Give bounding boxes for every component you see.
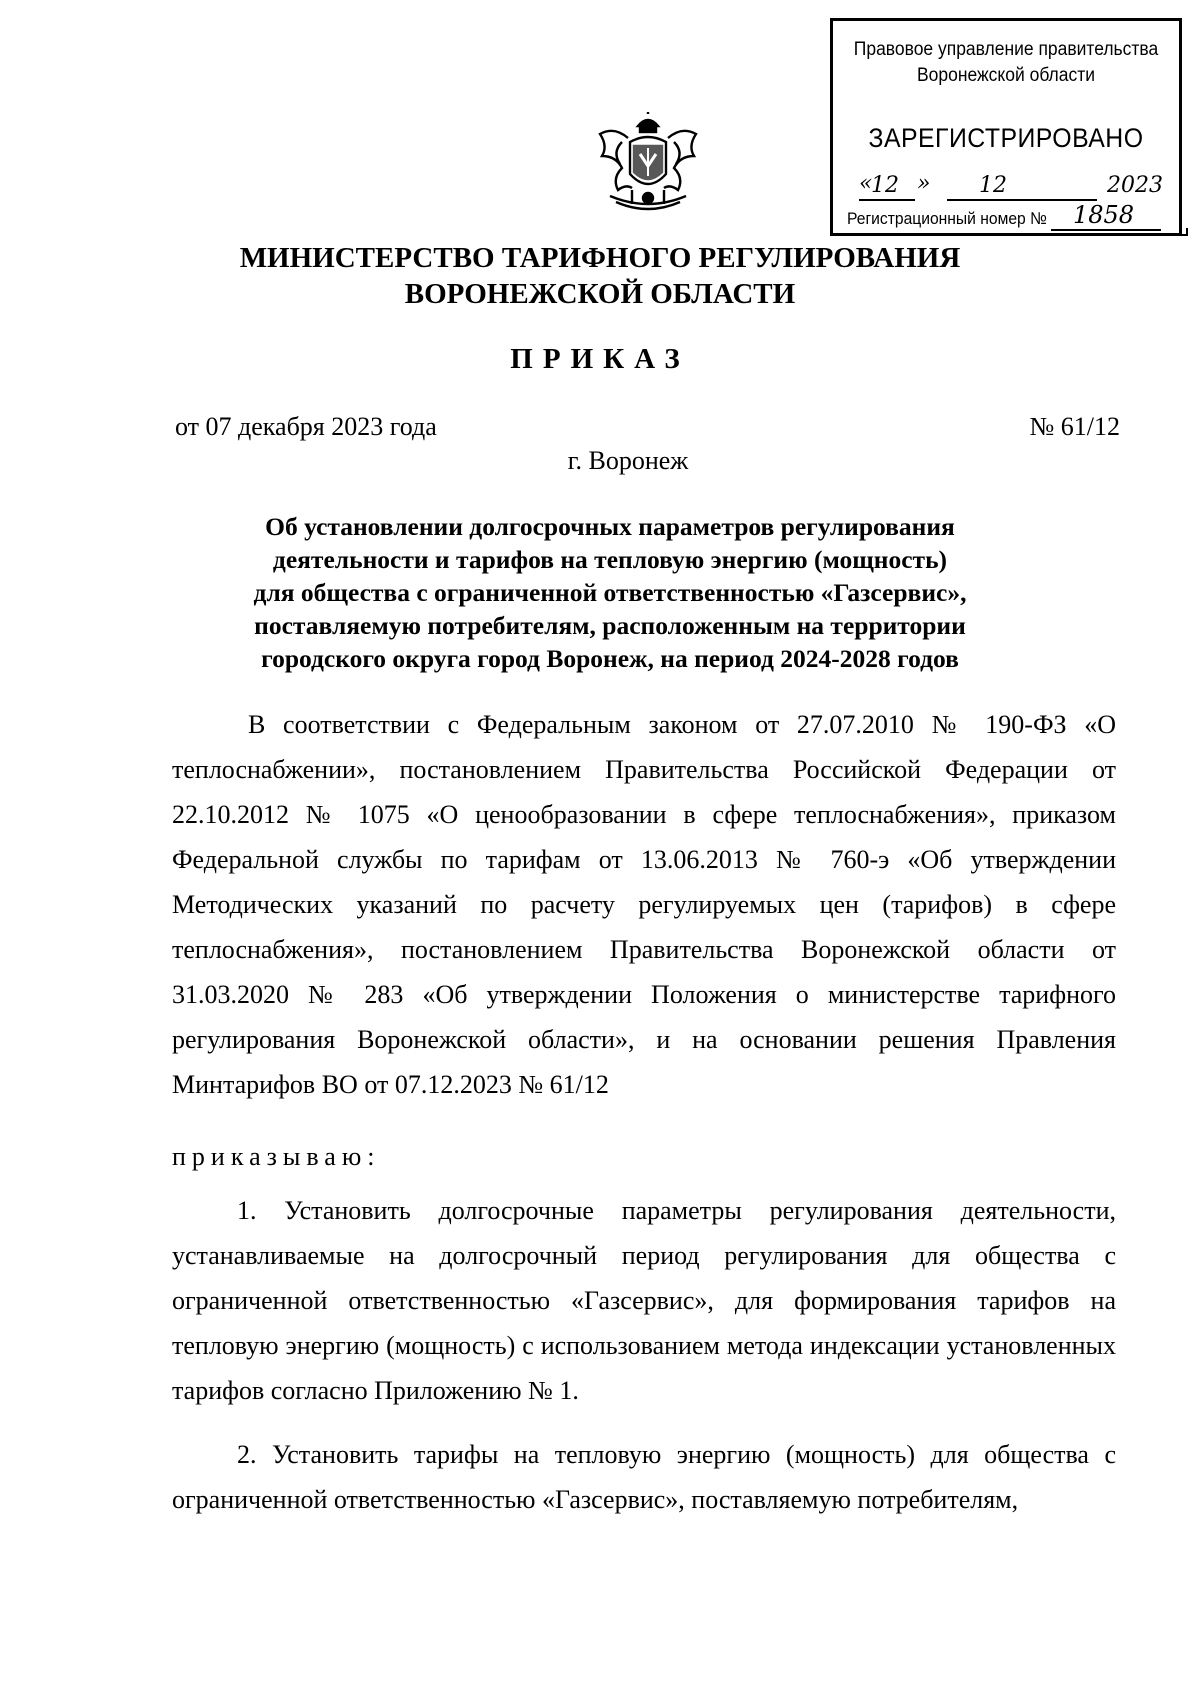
document-number: № 61/12	[1029, 412, 1120, 441]
document-city: г. Воронеж	[567, 446, 689, 475]
preamble-paragraph: В соответствии с Федеральным законом от 27.07.2010 № 190-ФЗ «О теплоснабжении», постановлением Правительства Российской Федерации от 22.10.2012 № 1075 «О ценообразовании в сфере теплоснабжения», приказом Федеральной службы по тарифам от 13.06.2013 № 760-э «Об утверждении Методических указаний по расчету регулируемых цен (тарифов) в сфере теплоснабжения», постановлением Правительства Воронежской области от 31.03.2020 № 283 «Об утверждении Положения о министерстве тарифного регулирования Воронежской области», и на основании решения Правления Минтарифов ВО от 07.12.2023 № 61/12	[172, 710, 1116, 1099]
document-subject	[210, 510, 1010, 675]
stamp-org-line: Правовое управление правительства	[853, 39, 1159, 60]
ministry-title-line: МИНИСТЕРСТВО ТАРИФНОГО РЕГУЛИРОВАНИЯ	[239, 242, 961, 274]
stamp-reg-number: 1858	[1073, 201, 1135, 229]
stamp-status: ЗАРЕГИСТРИРОВАНО	[868, 123, 1144, 153]
item-2-paragraph: 2. Установить тарифы на тепловую энергию (мощность) для общества с ограниченной ответственностью «Газсервис», поставляемую потребителям,	[172, 1440, 1116, 1514]
subject-line: для общества с ограниченной ответственностью «Газсервис»,	[253, 578, 967, 607]
subject-line: деятельности и тарифов на тепловую энергию (мощность)	[272, 545, 948, 574]
stamp-year: 2023	[1107, 173, 1163, 198]
stamp-organization	[847, 37, 1165, 89]
item-1-paragraph: 1. Установить долгосрочные параметры регулирования деятельности, устанавливаемые на долгосрочный период регулирования для общества с ограниченной ответственностью «Газсервис», для формирования тарифов на тепловую энергию (мощность) с использованием метода индексации установленных тарифов согласно Приложению № 1.	[172, 1196, 1116, 1405]
coat-of-arms-icon	[592, 112, 704, 216]
registration-stamp	[830, 18, 1182, 236]
subject-line: Об установлении долгосрочных параметров регулирования	[265, 512, 955, 541]
subject-line: городского округа город Воронеж, на период 2024-2028 годов	[261, 644, 959, 673]
order-word: приказываю:	[172, 1142, 381, 1171]
stamp-date: « 12 » 12 2023	[859, 171, 1159, 201]
subject-line: поставляемую потребителям, расположенным на территории	[254, 611, 966, 640]
stamp-day: 12	[871, 173, 899, 198]
ministry-title-line: ВОРОНЕЖСКОЙ ОБЛАСТИ	[404, 278, 796, 310]
document-date: от 07 декабря 2023 года	[175, 412, 437, 441]
document-type: ПРИКАЗ	[510, 343, 690, 375]
stamp-shadow	[834, 228, 1188, 236]
ministry-title	[200, 240, 1000, 312]
stamp-month: 12	[979, 173, 1007, 198]
stamp-reg-label: Регистрационный номер №	[847, 209, 1047, 228]
stamp-org-line: Воронежской области	[916, 65, 1095, 86]
